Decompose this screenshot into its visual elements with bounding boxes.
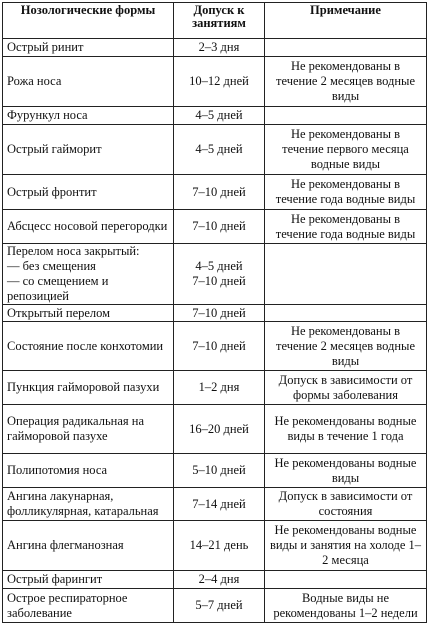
note-cell (265, 107, 427, 125)
duration-cell: 7–14 дней (174, 488, 265, 521)
table-row (3, 125, 427, 175)
table-body (3, 39, 427, 623)
table-row (3, 175, 427, 210)
table-row (3, 57, 427, 107)
table-row (3, 244, 427, 305)
duration-cell: 4–5 дней (174, 107, 265, 125)
table-row (3, 454, 427, 488)
condition-cell: Открытый перелом (3, 305, 174, 322)
header-condition: Нозологические формы (3, 3, 174, 39)
condition-cell: Ангина лакунарная, фолликулярная, катаральная (3, 488, 174, 521)
duration-cell: 4–5 дней 7–10 дней (174, 244, 265, 305)
table-row (3, 405, 427, 454)
note-cell (265, 571, 427, 589)
note-cell: Не рекомендованы в течение 2 месяцев водные виды (265, 57, 427, 107)
condition-cell: Ангина флегманозная (3, 521, 174, 571)
condition-cell: Острый ринит (3, 39, 174, 57)
note-cell: Допуск в зависимости от состояния (265, 488, 427, 521)
duration-cell: 5–10 дней (174, 454, 265, 488)
note-cell: Не рекомендованы водные виды и занятия на холоде 1–2 месяца (265, 521, 427, 571)
note-cell: Водные виды не рекомендованы 1–2 недели (265, 589, 427, 623)
condition-cell: Полипотомия носа (3, 454, 174, 488)
table-row (3, 305, 427, 322)
header-duration: Допуск к занятиям (174, 3, 265, 39)
table-row (3, 371, 427, 405)
table-row (3, 107, 427, 125)
note-cell: Не рекомендованы водные виды (265, 454, 427, 488)
table-row (3, 488, 427, 521)
duration-cell: 2–3 дня (174, 39, 265, 57)
duration-cell: 10–12 дней (174, 57, 265, 107)
condition-cell: Острый фронтит (3, 175, 174, 210)
duration-cell: 7–10 дней (174, 322, 265, 371)
condition-cell: Острое респираторное заболевание (3, 589, 174, 623)
table-row (3, 39, 427, 57)
admission-table (2, 2, 427, 623)
note-cell: Допуск в зависимости от формы заболевания (265, 371, 427, 405)
duration-cell: 7–10 дней (174, 210, 265, 244)
table-row (3, 589, 427, 623)
duration-cell: 4–5 дней (174, 125, 265, 175)
table-row (3, 571, 427, 589)
note-cell: Не рекомендованы в течение года водные виды (265, 175, 427, 210)
duration-cell: 14–21 день (174, 521, 265, 571)
duration-cell: 1–2 дня (174, 371, 265, 405)
condition-cell: Фурункул носа (3, 107, 174, 125)
note-cell (265, 244, 427, 305)
note-cell: Не рекомендованы в течение 2 месяцев водные виды (265, 322, 427, 371)
note-cell (265, 39, 427, 57)
table-row (3, 322, 427, 371)
table-row (3, 210, 427, 244)
duration-cell: 7–10 дней (174, 175, 265, 210)
note-cell (265, 305, 427, 322)
table-row (3, 521, 427, 571)
header-note: Примечание (265, 3, 427, 39)
condition-cell: Рожа носа (3, 57, 174, 107)
duration-cell: 7–10 дней (174, 305, 265, 322)
condition-cell: Пункция гайморовой пазухи (3, 371, 174, 405)
header-row (3, 3, 427, 39)
condition-cell: Перелом носа закрытый: — без смещения — со смещением и репозицией (3, 244, 174, 305)
duration-cell: 5–7 дней (174, 589, 265, 623)
duration-cell: 16–20 дней (174, 405, 265, 454)
note-cell: Не рекомендованы в течение первого месяца водные виды (265, 125, 427, 175)
note-cell: Не рекомендованы водные виды в течение 1 года (265, 405, 427, 454)
condition-cell: Операция радикальная на гайморовой пазухе (3, 405, 174, 454)
note-cell: Не рекомендованы в течение года водные виды (265, 210, 427, 244)
condition-cell: Абсцесс носовой перегородки (3, 210, 174, 244)
condition-cell: Состояние после конхотомии (3, 322, 174, 371)
duration-cell: 2–4 дня (174, 571, 265, 589)
condition-cell: Острый фарингит (3, 571, 174, 589)
condition-cell: Острый гайморит (3, 125, 174, 175)
